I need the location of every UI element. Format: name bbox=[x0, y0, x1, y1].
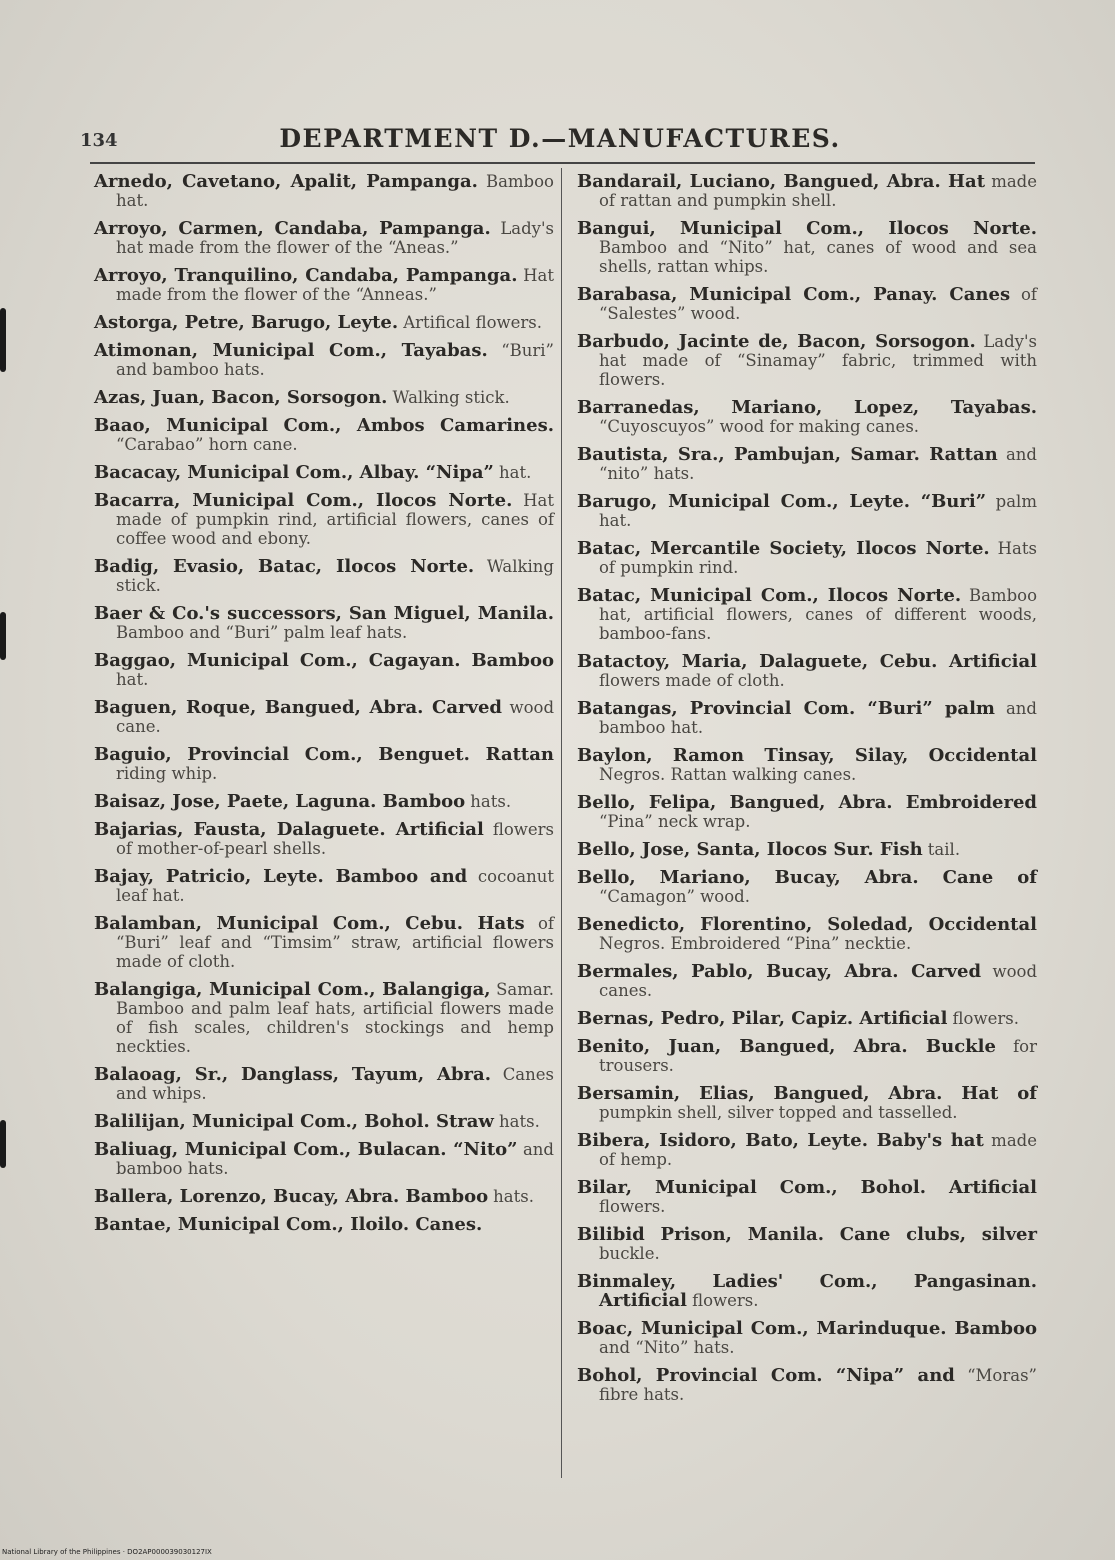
exhibit-description: hats. bbox=[499, 1112, 540, 1131]
directory-entry bbox=[577, 868, 1037, 906]
exhibit-description: Hat made of pumpkin rind, artificial flowers, canes of coffee wood and ebony. bbox=[116, 491, 554, 548]
exhibitor-name: Bello, Mariano, Bucay, Abra. Cane of bbox=[577, 867, 1037, 888]
left-column bbox=[94, 172, 554, 1243]
exhibit-description: made of hemp. bbox=[599, 1131, 1037, 1169]
exhibitor-name: Baguen, Roque, Bangued, Abra. Carved bbox=[94, 697, 503, 718]
directory-entry bbox=[94, 1065, 554, 1103]
scan-edge-mark bbox=[0, 1120, 6, 1168]
directory-entry bbox=[577, 1131, 1037, 1169]
exhibit-description: buckle. bbox=[599, 1244, 660, 1263]
directory-entry bbox=[94, 219, 554, 257]
exhibitor-name: Baliuag, Municipal Com., Bulacan. “Nito” bbox=[94, 1139, 518, 1160]
directory-entry bbox=[577, 746, 1037, 784]
directory-entry bbox=[94, 980, 554, 1056]
directory-entry bbox=[577, 840, 1037, 859]
exhibitor-name: Baggao, Municipal Com., Cagayan. Bamboo bbox=[94, 650, 554, 671]
exhibitor-name: Badig, Evasio, Batac, Ilocos Norte. bbox=[94, 556, 475, 577]
directory-entry bbox=[577, 172, 1037, 210]
directory-entry bbox=[94, 266, 554, 304]
exhibitor-name: Baer & Co.'s successors, San Miguel, Manila. bbox=[94, 603, 554, 624]
directory-entry bbox=[577, 1009, 1037, 1028]
exhibitor-name: Barbudo, Jacinte de, Bacon, Sorsogon. bbox=[577, 331, 976, 352]
exhibitor-name: Barranedas, Mariano, Lopez, Tayabas. bbox=[577, 397, 1037, 418]
exhibit-description: Samar. Bamboo and palm leaf hats, artificial flowers made of fish scales, children's stockings and hemp neckties. bbox=[116, 980, 555, 1056]
exhibit-description: “Carabao” horn cane. bbox=[116, 435, 298, 454]
directory-entry bbox=[94, 172, 554, 210]
directory-entry bbox=[577, 492, 1037, 530]
exhibitor-name: Bohol, Provincial Com. “Nipa” and bbox=[577, 1365, 955, 1386]
header-rule bbox=[90, 162, 1035, 164]
exhibitor-name: Balilijan, Municipal Com., Bohol. Straw bbox=[94, 1111, 494, 1132]
exhibit-description: Canes and whips. bbox=[116, 1065, 555, 1103]
exhibit-description: palm hat. bbox=[599, 492, 1037, 530]
running-head-title: DEPARTMENT D.—MANUFACTURES. bbox=[279, 124, 841, 153]
directory-entry bbox=[577, 1366, 1037, 1404]
exhibitor-name: Bibera, Isidoro, Bato, Leyte. Baby's hat bbox=[577, 1130, 984, 1151]
exhibit-description: Walking stick. bbox=[392, 388, 510, 407]
exhibitor-name: Bantae, Municipal Com., Iloilo. Canes. bbox=[94, 1214, 483, 1235]
exhibitor-name: Astorga, Petre, Barugo, Leyte. bbox=[94, 312, 399, 333]
exhibit-description: Negros. Embroidered “Pina” necktie. bbox=[599, 934, 912, 953]
exhibitor-name: Ballera, Lorenzo, Bucay, Abra. Bamboo bbox=[94, 1186, 489, 1207]
exhibit-description: flowers. bbox=[952, 1009, 1019, 1028]
scan-edge-mark bbox=[0, 308, 6, 372]
exhibit-description: Hats of pumpkin rind. bbox=[599, 539, 1037, 577]
directory-entry bbox=[577, 1037, 1037, 1075]
exhibitor-name: Atimonan, Municipal Com., Tayabas. bbox=[94, 340, 488, 361]
directory-entry bbox=[577, 539, 1037, 577]
exhibit-description: wood cane. bbox=[116, 698, 555, 736]
scan-footer-note: National Library of the Philippines · DO2AP000039030127IX bbox=[2, 1548, 212, 1556]
directory-entry bbox=[577, 699, 1037, 737]
directory-entry bbox=[94, 463, 554, 482]
exhibitor-name: Baisaz, Jose, Paete, Laguna. Bamboo bbox=[94, 791, 466, 812]
exhibit-description: Bamboo and “Nito” hat, canes of wood and sea shells, rattan whips. bbox=[599, 238, 1037, 276]
directory-entry bbox=[94, 745, 554, 783]
exhibitor-name: Batac, Mercantile Society, Ilocos Norte. bbox=[577, 538, 990, 559]
directory-entry bbox=[94, 914, 554, 971]
directory-entry bbox=[577, 915, 1037, 953]
exhibit-description: cocoanut leaf hat. bbox=[116, 867, 554, 905]
directory-entry bbox=[577, 1178, 1037, 1216]
exhibit-description: flowers. bbox=[599, 1197, 666, 1216]
directory-entry bbox=[94, 341, 554, 379]
directory-entry bbox=[577, 1084, 1037, 1122]
exhibitor-name: Bajarias, Fausta, Dalaguete. Artificial bbox=[94, 819, 484, 840]
directory-entry bbox=[94, 604, 554, 642]
page-header bbox=[80, 118, 1040, 158]
directory-entry bbox=[577, 332, 1037, 389]
directory-entry bbox=[94, 792, 554, 811]
exhibit-description: hat. bbox=[498, 463, 532, 482]
exhibitor-name: Arnedo, Cavetano, Apalit, Pampanga. bbox=[94, 171, 478, 192]
directory-entry bbox=[94, 388, 554, 407]
directory-entry bbox=[94, 698, 554, 736]
exhibitor-name: Bajay, Patricio, Leyte. Bamboo and bbox=[94, 866, 468, 887]
directory-entry bbox=[577, 1319, 1037, 1357]
exhibitor-name: Batactoy, Maria, Dalaguete, Cebu. Artificial bbox=[577, 651, 1037, 672]
exhibit-description: “Pina” neck wrap. bbox=[599, 812, 751, 831]
exhibitor-name: Bermales, Pablo, Bucay, Abra. Carved bbox=[577, 961, 982, 982]
directory-entry bbox=[577, 1272, 1037, 1310]
exhibitor-name: Arroyo, Carmen, Candaba, Pampanga. bbox=[94, 218, 491, 239]
exhibit-description: of “Buri” leaf and “Timsim” straw, artificial flowers made of cloth. bbox=[116, 914, 554, 971]
exhibitor-name: Bacarra, Municipal Com., Ilocos Norte. bbox=[94, 490, 513, 511]
directory-entry bbox=[577, 445, 1037, 483]
exhibit-description: Bamboo and “Buri” palm leaf hats. bbox=[116, 623, 408, 642]
exhibitor-name: Binmaley, Ladies' Com., Pangasinan. Artificial bbox=[577, 1271, 1037, 1311]
exhibitor-name: Bilar, Municipal Com., Bohol. Artificial bbox=[577, 1177, 1037, 1198]
exhibitor-name: Bello, Felipa, Bangued, Abra. Embroidered bbox=[577, 792, 1037, 813]
directory-entry bbox=[577, 962, 1037, 1000]
right-column bbox=[577, 172, 1037, 1413]
exhibitor-name: Balaoag, Sr., Danglass, Tayum, Abra. bbox=[94, 1064, 491, 1085]
exhibit-description: for trousers. bbox=[599, 1037, 1037, 1075]
directory-entry bbox=[94, 820, 554, 858]
exhibitor-name: Benito, Juan, Bangued, Abra. Buckle bbox=[577, 1036, 996, 1057]
directory-entry bbox=[94, 416, 554, 454]
directory-entry bbox=[94, 1112, 554, 1131]
exhibitor-name: Baylon, Ramon Tinsay, Silay, Occidental bbox=[577, 745, 1037, 766]
directory-entry bbox=[577, 793, 1037, 831]
exhibit-description: “Cuyoscuyos” wood for making canes. bbox=[599, 417, 920, 436]
exhibit-description: and “Nito” hats. bbox=[599, 1338, 735, 1357]
exhibitor-name: Barabasa, Municipal Com., Panay. Canes bbox=[577, 284, 1011, 305]
exhibit-description: “Moras” fibre hats. bbox=[599, 1366, 1037, 1404]
exhibitor-name: Balangiga, Municipal Com., Balangiga, bbox=[94, 979, 491, 1000]
exhibit-description: Lady's hat made of “Sinamay” fabric, trimmed with flowers. bbox=[599, 332, 1037, 389]
exhibitor-name: Bangui, Municipal Com., Ilocos Norte. bbox=[577, 218, 1037, 239]
exhibit-description: Negros. Rattan walking canes. bbox=[599, 765, 857, 784]
exhibit-description: of “Salestes” wood. bbox=[599, 285, 1037, 323]
directory-entry bbox=[94, 1215, 554, 1234]
exhibitor-name: Arroyo, Tranquilino, Candaba, Pampanga. bbox=[94, 265, 518, 286]
exhibitor-name: Azas, Juan, Bacon, Sorsogon. bbox=[94, 387, 388, 408]
exhibitor-name: Bautista, Sra., Pambujan, Samar. Rattan bbox=[577, 444, 998, 465]
directory-entry bbox=[577, 398, 1037, 436]
exhibit-description: riding whip. bbox=[116, 764, 218, 783]
exhibitor-name: Bilibid Prison, Manila. Cane clubs, silver bbox=[577, 1224, 1037, 1245]
scan-edge-mark bbox=[0, 612, 6, 660]
exhibit-description: “Buri” and bamboo hats. bbox=[116, 341, 554, 379]
exhibit-description: flowers. bbox=[692, 1291, 759, 1310]
exhibit-description: pumpkin shell, silver topped and tasselled. bbox=[599, 1103, 958, 1122]
exhibitor-name: Bernas, Pedro, Pilar, Capiz. Artificial bbox=[577, 1008, 948, 1029]
exhibit-description: Artifical flowers. bbox=[403, 313, 542, 332]
exhibit-description: flowers made of cloth. bbox=[599, 671, 785, 690]
directory-entry bbox=[94, 313, 554, 332]
exhibit-description: and bamboo hat. bbox=[599, 699, 1037, 737]
directory-entry bbox=[94, 491, 554, 548]
exhibitor-name: Bandarail, Luciano, Bangued, Abra. Hat bbox=[577, 171, 986, 192]
exhibit-description: made of rattan and pumpkin shell. bbox=[599, 172, 1037, 210]
exhibit-description: hats. bbox=[493, 1187, 534, 1206]
column-divider bbox=[561, 168, 562, 1478]
exhibit-description: flowers of mother-of-pearl shells. bbox=[116, 820, 554, 858]
exhibitor-name: Baguio, Provincial Com., Benguet. Rattan bbox=[94, 744, 554, 765]
exhibitor-name: Bersamin, Elias, Bangued, Abra. Hat of bbox=[577, 1083, 1037, 1104]
exhibitor-name: Balamban, Municipal Com., Cebu. Hats bbox=[94, 913, 525, 934]
directory-entry bbox=[577, 285, 1037, 323]
exhibitor-name: Batangas, Provincial Com. “Buri” palm bbox=[577, 698, 995, 719]
exhibit-description: Lady's hat made from the flower of the “Aneas.” bbox=[116, 219, 554, 257]
directory-entry bbox=[577, 586, 1037, 643]
exhibit-description: tail. bbox=[927, 840, 961, 859]
exhibitor-name: Boac, Municipal Com., Marinduque. Bamboo bbox=[577, 1318, 1037, 1339]
exhibitor-name: Bacacay, Municipal Com., Albay. “Nipa” bbox=[94, 462, 494, 483]
exhibit-description: Hat made from the flower of the “Anneas.” bbox=[116, 266, 554, 304]
directory-entry bbox=[94, 557, 554, 595]
directory-entry bbox=[577, 652, 1037, 690]
exhibitor-name: Baao, Municipal Com., Ambos Camarines. bbox=[94, 415, 554, 436]
exhibit-description: hat. bbox=[116, 670, 149, 689]
exhibit-description: Walking stick. bbox=[116, 557, 554, 595]
directory-entry bbox=[94, 1140, 554, 1178]
page-number: 134 bbox=[80, 130, 118, 151]
exhibit-description: and “nito” hats. bbox=[599, 445, 1037, 483]
exhibit-description: Bamboo hat. bbox=[116, 172, 554, 210]
exhibit-description: wood canes. bbox=[599, 962, 1038, 1000]
directory-entry bbox=[94, 867, 554, 905]
exhibit-description: hats. bbox=[470, 792, 512, 811]
directory-entry bbox=[577, 219, 1037, 276]
exhibitor-name: Benedicto, Florentino, Soledad, Occidental bbox=[577, 914, 1037, 935]
exhibit-description: “Camagon” wood. bbox=[599, 887, 750, 906]
exhibit-description: Bamboo hat, artificial flowers, canes of different woods, bamboo-fans. bbox=[599, 586, 1038, 643]
exhibitor-name: Bello, Jose, Santa, Ilocos Sur. Fish bbox=[577, 839, 923, 860]
directory-entry bbox=[94, 1187, 554, 1206]
directory-entry bbox=[577, 1225, 1037, 1263]
directory-entry bbox=[94, 651, 554, 689]
exhibitor-name: Batac, Municipal Com., Ilocos Norte. bbox=[577, 585, 962, 606]
exhibit-description: and bamboo hats. bbox=[116, 1140, 554, 1178]
exhibitor-name: Barugo, Municipal Com., Leyte. “Buri” bbox=[577, 491, 987, 512]
